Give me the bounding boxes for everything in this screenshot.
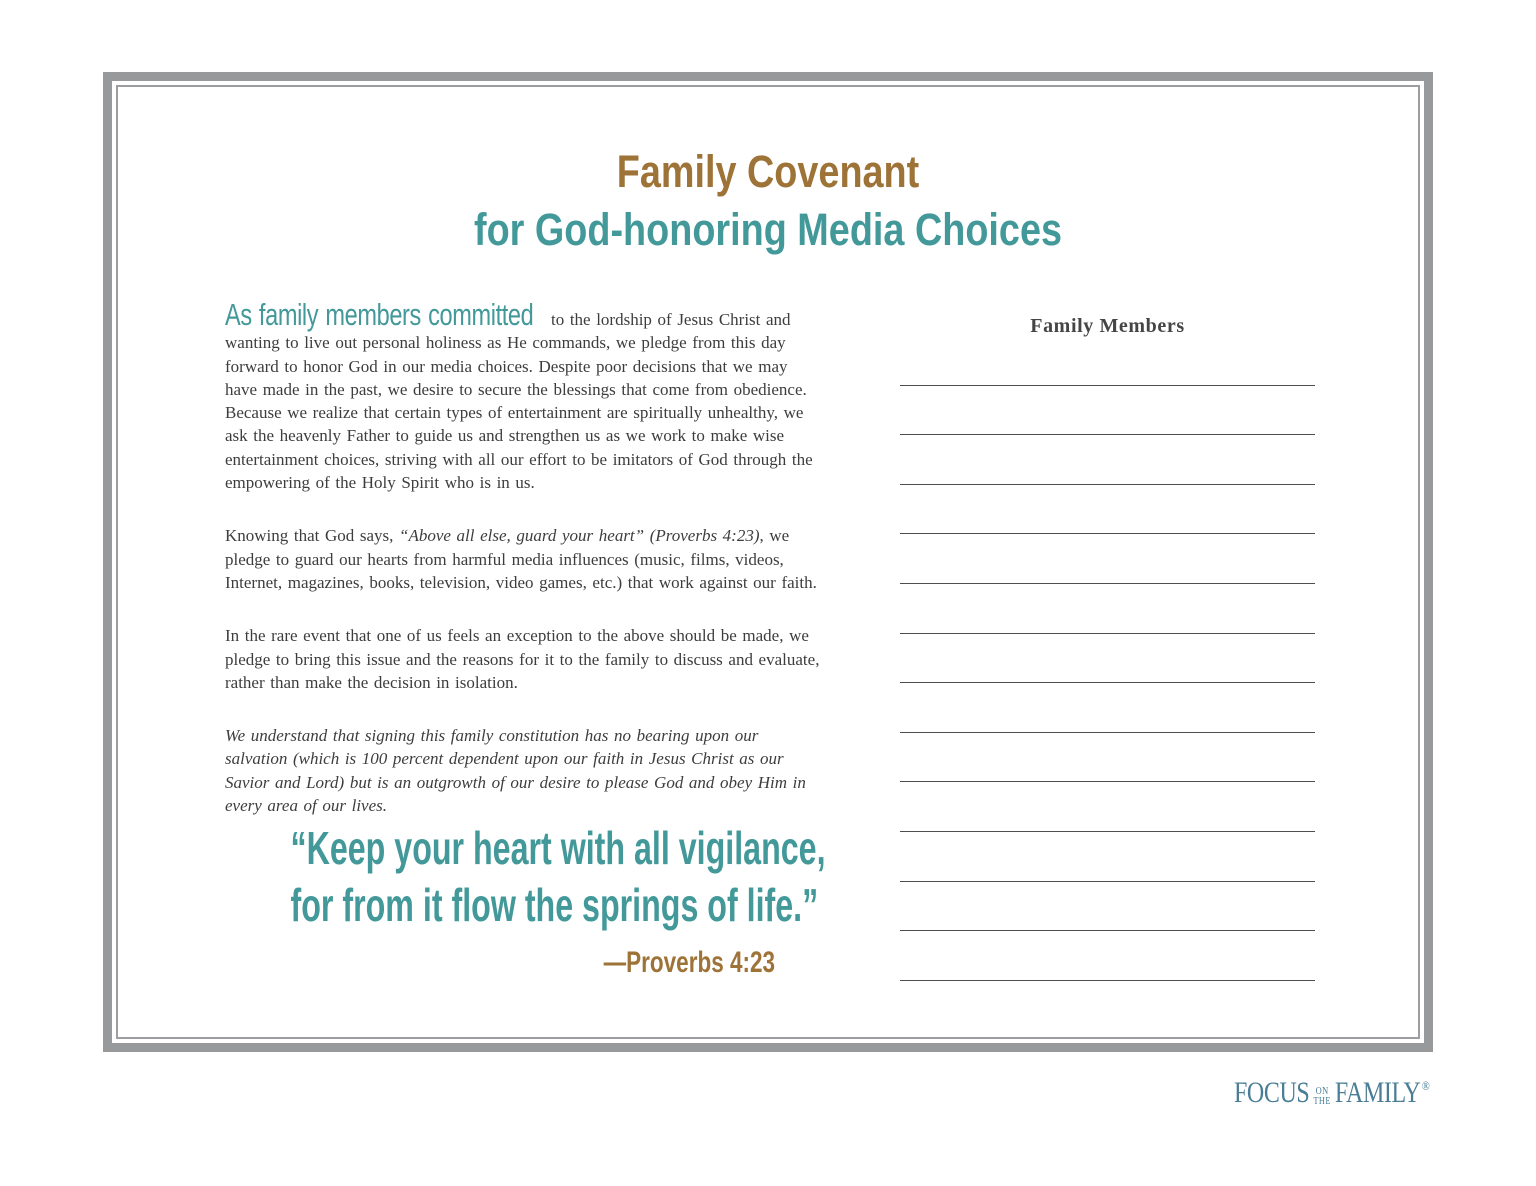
signature-line (900, 435, 1315, 485)
signature-line (900, 534, 1315, 584)
registered-trademark-symbol: ® (1422, 1078, 1430, 1093)
logo-stack-the: THE (1313, 1096, 1332, 1107)
signature-line (900, 386, 1315, 436)
quote-line1: “Keep your heart with all vigilance, (290, 822, 826, 874)
para2-post-text: , we pledge to guard our hearts from harmful media influences (music, films, videos, Internet, magazines, books, television, video games, etc.) that work against our faith. (225, 526, 817, 592)
title-line2: for God-honoring Media Choices (474, 204, 1062, 255)
signature-line (900, 733, 1315, 783)
signature-line (900, 882, 1315, 932)
paragraph-guard-heart (225, 524, 825, 594)
signature-line (900, 634, 1315, 684)
signature-line (900, 931, 1315, 981)
logo-word-focus: FOCUS (1234, 1076, 1310, 1109)
page-title (0, 143, 1536, 259)
logo-stack-on: ON (1315, 1086, 1329, 1097)
signature-line (900, 584, 1315, 634)
family-members-section (900, 315, 1315, 338)
focus-on-the-family-logo (1234, 1076, 1430, 1115)
scripture-quote-block (205, 820, 826, 980)
covenant-body (225, 297, 825, 847)
quote-line2: for from it flow the springs of life.” (290, 879, 819, 931)
paragraph-intro (225, 297, 825, 494)
title-line1: Family Covenant (616, 146, 920, 197)
logo-word-family: FAMILY (1335, 1076, 1421, 1109)
signature-line (900, 782, 1315, 832)
intro-lead-text: As family members committed (225, 297, 534, 332)
paragraph-salvation-note: We understand that signing this family constitution has no bearing upon our salvation (which is 100 percent dependent upon our faith in Jesus Christ as our Savior and Lord) but is an outgrowth of our desire to please God and obey Him in every area of our lives. (225, 726, 806, 816)
signature-lines (900, 336, 1315, 981)
intro-rest-text: to the lordship of Jesus Christ and wanting to live out personal holiness as He commands, we pledge from this day forward to honor God in our media choices. Despite poor decisions that we may have made in the past, we desire to secure the blessings that come from obedience. Because we realize that certain types of entertainment are spiritually unhealthy, we ask the heavenly Father to guide us and strengthen us as we work to make wise entertainment choices, striving with all our effort to be imitators of God through the empowering of the Holy Spirit who is in us. (225, 310, 813, 493)
paragraph-exception: In the rare event that one of us feels an exception to the above should be made, we pledge to bring this issue and the reasons for it to the family to discuss and evaluate, rather than make the decision in isolation. (225, 626, 820, 692)
quote-attribution: —Proverbs 4:23 (603, 946, 775, 979)
signature-line (900, 683, 1315, 733)
signature-line (900, 485, 1315, 535)
para2-scripture-quote: “Above all else, guard your heart” (Proverbs 4:23) (399, 526, 760, 546)
para2-pre-text: Knowing that God says, (225, 526, 400, 546)
logo-on-the-stack (1314, 1087, 1332, 1107)
signature-line (900, 832, 1315, 882)
family-members-heading: Family Members (1030, 315, 1185, 337)
signature-line (900, 336, 1315, 386)
